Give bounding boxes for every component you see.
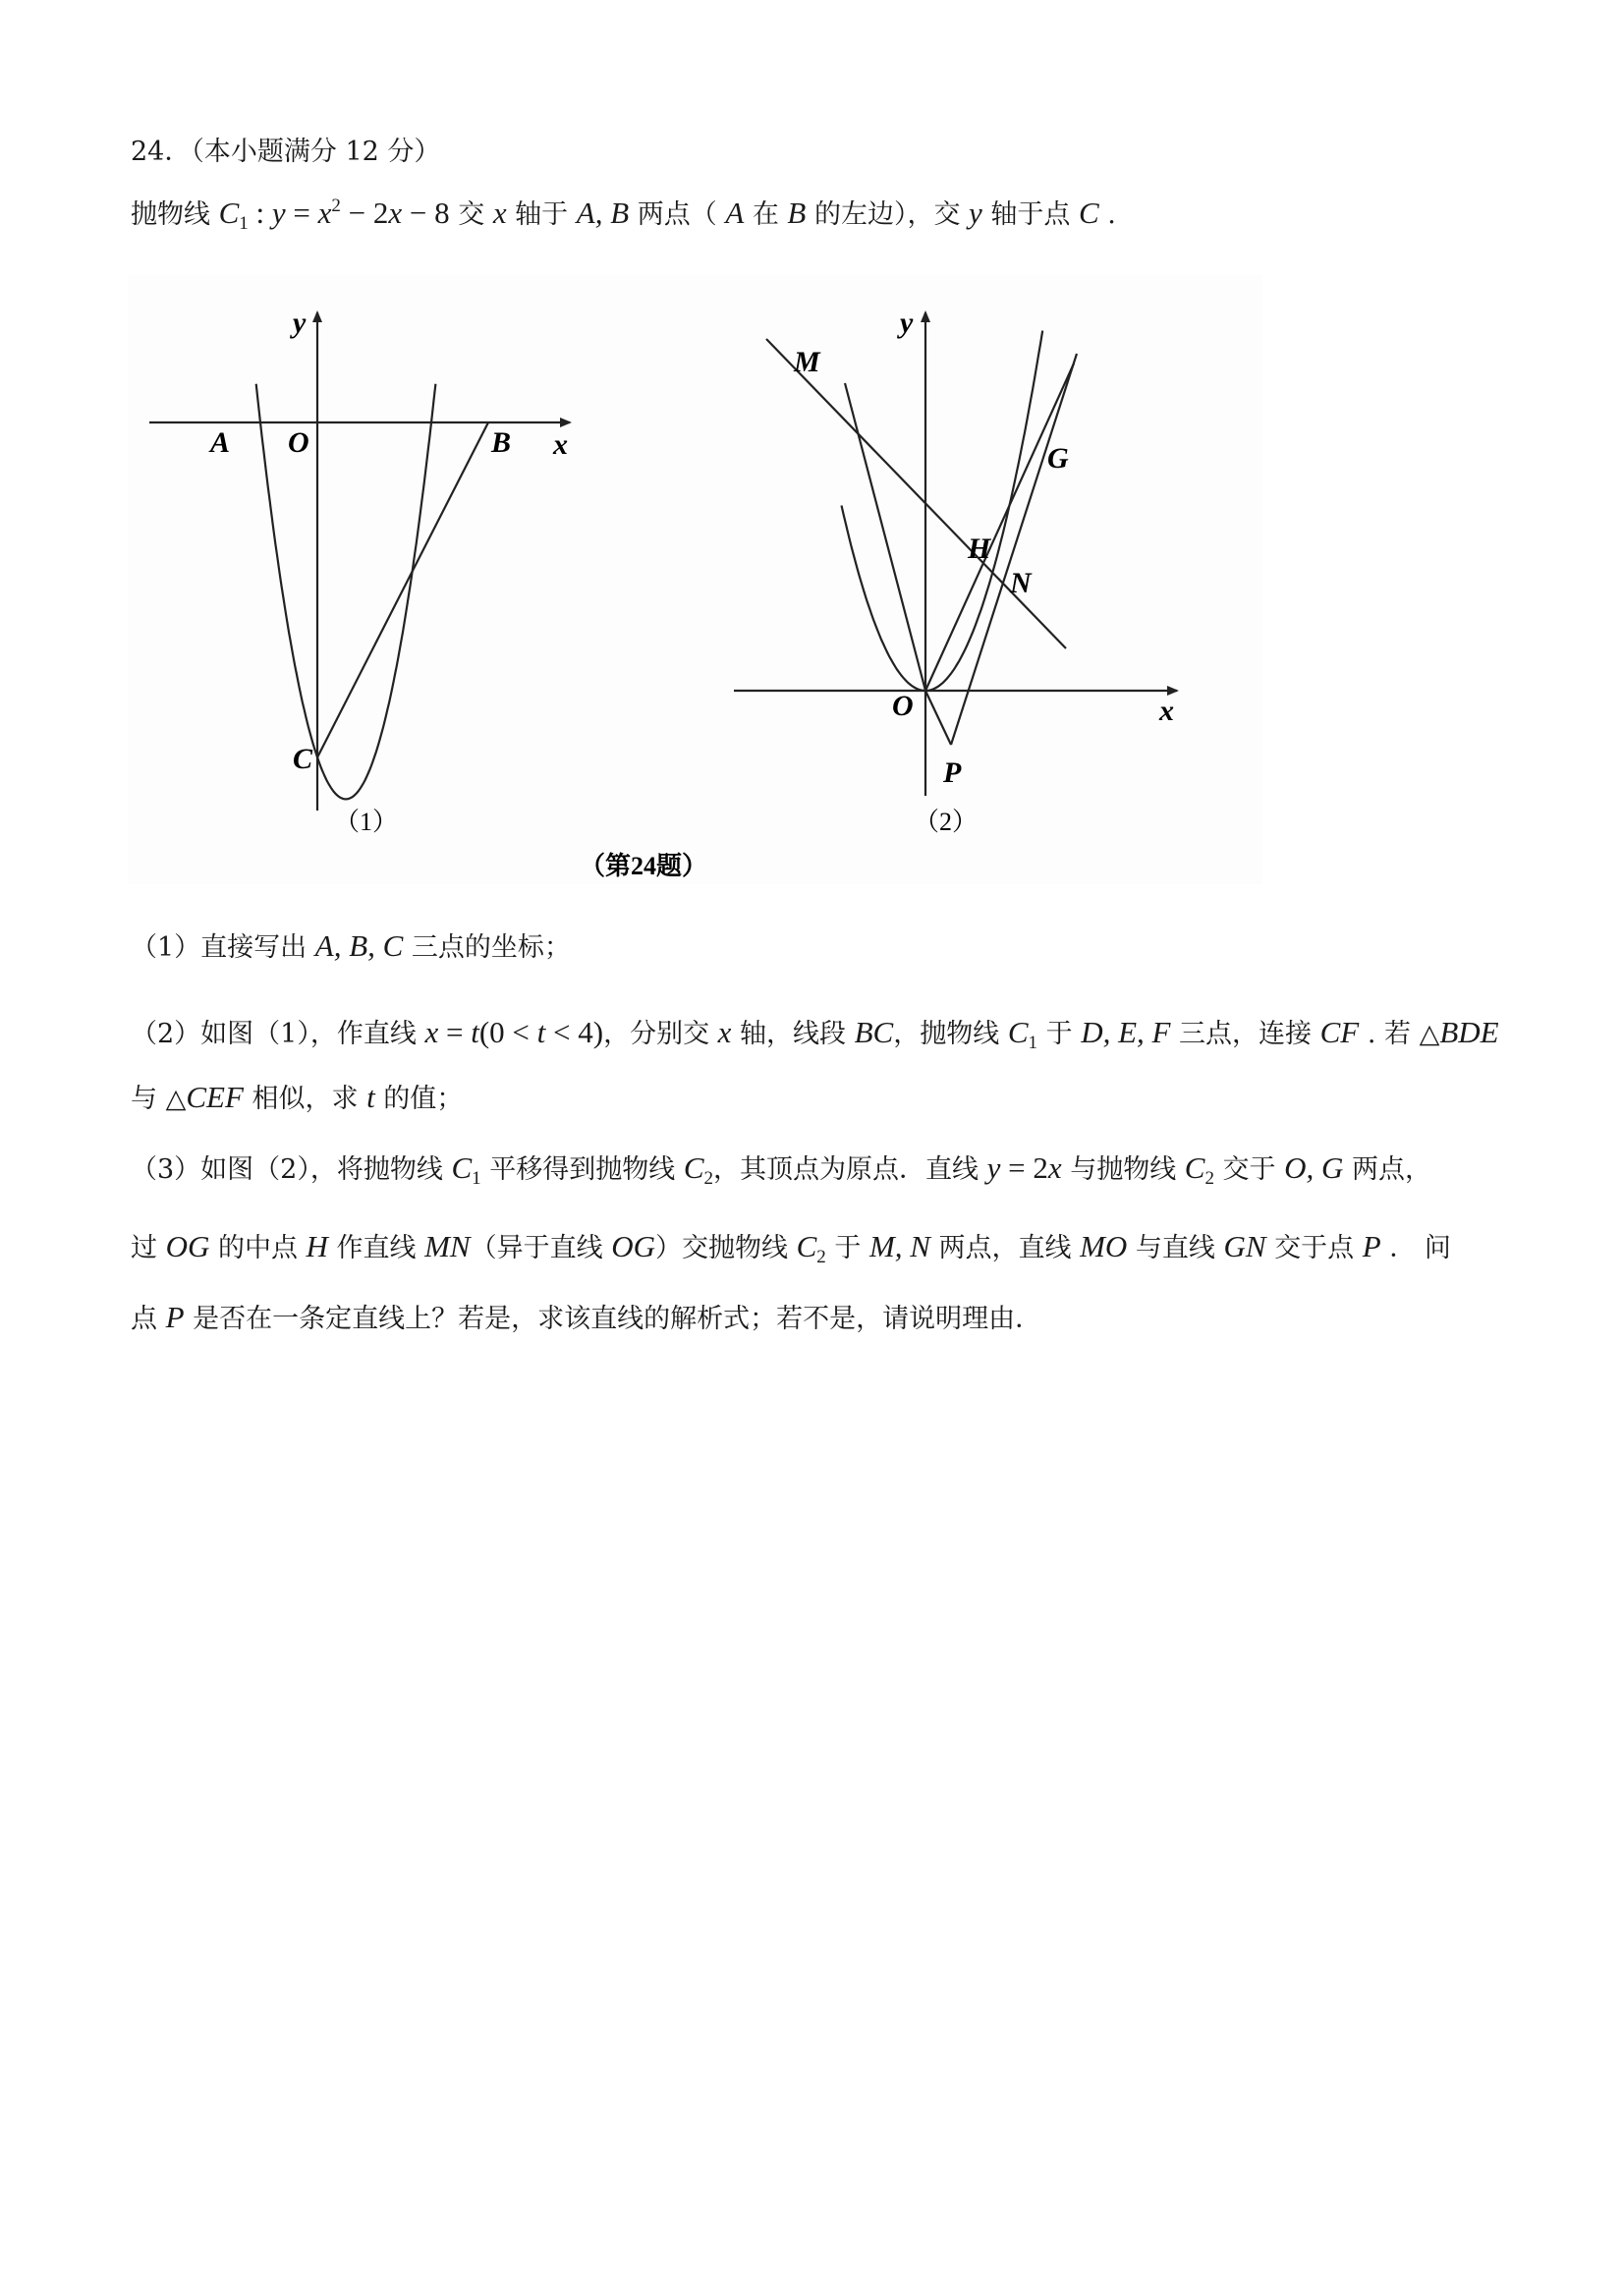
fig2-label-o: O [892, 690, 914, 722]
fig2-label-h: H [968, 532, 991, 565]
q2-text: . 若 △ [1359, 1019, 1440, 1049]
math-range: (0 < [478, 1015, 537, 1049]
problem-intro [131, 193, 1116, 235]
math-p: P [165, 1300, 185, 1334]
math-t: t [471, 1015, 479, 1049]
intro-text: 轴于点 [981, 199, 1079, 230]
q3-text: 点 [131, 1304, 166, 1334]
q1-text: 三点的坐标； [403, 932, 571, 963]
math-gn: GN [1223, 1229, 1266, 1263]
problem-header [131, 130, 440, 168]
math-term: − 2 [340, 196, 389, 230]
fig2-label-p: P [943, 756, 962, 789]
fig2-label-g: G [1047, 442, 1069, 475]
math-og: OG [611, 1229, 655, 1263]
math-cf: CF [1319, 1015, 1360, 1049]
math-x: x [492, 196, 507, 230]
q3-text: 交于 [1213, 1154, 1285, 1185]
math-equals: = [285, 196, 318, 230]
math-b: B [787, 196, 807, 230]
math-ab: A, B [576, 196, 630, 230]
q2-text: 轴，线段 [731, 1019, 855, 1049]
math-x: x [317, 196, 332, 230]
q3-text: ，其顶点为原点．直线 [713, 1154, 987, 1185]
q3-text: 与直线 [1127, 1233, 1224, 1263]
math-c1: C [218, 196, 240, 230]
q2-text: 相似，求 [243, 1084, 367, 1114]
math-og: O, G [1284, 1150, 1344, 1185]
q3-text: 两点，直线 [929, 1233, 1081, 1263]
fig2-label-x: x [1159, 695, 1174, 727]
fig1-label-c: C [293, 743, 313, 775]
fig1-label-b: B [491, 426, 512, 459]
q3-text: （异于直线 [470, 1233, 612, 1263]
figure-caption: （第24题） [580, 852, 708, 880]
math-cef: CEF [186, 1080, 244, 1114]
math-c: C [1078, 196, 1099, 230]
math-p: P [1362, 1229, 1381, 1263]
q3-text: 平移得到抛物线 [480, 1154, 684, 1185]
fig1-label-o: O [288, 426, 309, 459]
q3-text: 与抛物线 [1061, 1154, 1185, 1185]
q3-text: ． 问 [1380, 1233, 1451, 1263]
fig1-caption: （1） [334, 808, 399, 836]
math-sub: 1 [472, 1168, 481, 1189]
q3-text: 的中点 [209, 1233, 307, 1263]
math-x: x [424, 1015, 439, 1049]
fig2-label-y: y [900, 307, 914, 339]
q3-text: 作直线 [327, 1233, 425, 1263]
math-bc: BC [854, 1015, 894, 1049]
q1-text: （1）直接写出 [131, 932, 315, 963]
math-term: − 8 [402, 196, 450, 230]
q3-text: 于 [825, 1233, 869, 1263]
score-note: （本小题满分 12 分） [191, 137, 441, 167]
math-sub: 1 [1028, 1033, 1038, 1053]
question-2-line-1 [131, 1012, 1499, 1054]
math-og: OG [165, 1229, 210, 1263]
fig1-label-a: A [210, 426, 231, 459]
math-t: t [366, 1080, 375, 1114]
math-a: A [725, 196, 745, 230]
math-h: H [306, 1229, 328, 1263]
intro-text: 轴于 [506, 199, 577, 230]
intro-text: 在 [744, 199, 788, 230]
question-3-line-2 [131, 1226, 1451, 1268]
question-3-line-3 [131, 1297, 1041, 1335]
q3-text: 过 [131, 1233, 166, 1263]
math-mn: M, N [868, 1229, 930, 1263]
math-sub: 2 [816, 1247, 826, 1267]
math-sub: 1 [239, 213, 249, 234]
math-y: y [986, 1150, 1001, 1185]
intro-text: 抛物线 [131, 199, 219, 230]
math-c1: C [1007, 1015, 1029, 1049]
question-3-line-1 [131, 1148, 1431, 1190]
fig2-label-m: M [794, 346, 820, 378]
math-term: = 2 [1000, 1150, 1048, 1185]
math-c1: C [451, 1150, 473, 1185]
math-abc: A, B, C [314, 928, 404, 963]
math-sub: 2 [1204, 1168, 1214, 1189]
q2-text: （2）如图（1），作直线 [131, 1019, 425, 1049]
math-c2: C [796, 1229, 817, 1263]
intro-text: . [1098, 199, 1116, 230]
fig2-label-n: N [1010, 567, 1032, 599]
q3-text: ）交抛物线 [654, 1233, 797, 1263]
math-x: x [1047, 1150, 1062, 1185]
math-mn: MN [424, 1229, 471, 1263]
math-c2: C [683, 1150, 704, 1185]
math-sup: 2 [331, 196, 341, 216]
q3-text: 两点， [1343, 1154, 1432, 1185]
problem-figure [128, 275, 1262, 884]
math-sub: 2 [703, 1168, 713, 1189]
math-t: t [536, 1015, 546, 1049]
fig1-label-y: y [293, 307, 307, 339]
q2-text: 于 [1037, 1019, 1082, 1049]
math-y: y [271, 196, 286, 230]
q2-text: 与 △ [131, 1084, 187, 1114]
math-x: x [717, 1015, 732, 1049]
intro-text: 交 [449, 199, 493, 230]
q2-text: ，抛物线 [893, 1019, 1008, 1049]
intro-text: 的左边），交 [806, 199, 970, 230]
question-1 [131, 925, 571, 964]
math-colon: : [248, 196, 272, 230]
math-range: < 4) [545, 1015, 604, 1049]
math-x: x [388, 196, 403, 230]
problem-number: 24． [131, 137, 192, 167]
math-mo: MO [1080, 1229, 1128, 1263]
math-def: D, E, F [1081, 1015, 1171, 1049]
math-equals: = [438, 1015, 472, 1049]
fig2-caption: （2） [914, 808, 979, 836]
math-y: y [969, 196, 982, 230]
q2-text: 的值； [374, 1084, 464, 1114]
intro-text: 两点（ [629, 199, 726, 230]
question-2-line-2 [131, 1077, 463, 1115]
q3-text: （3）如图（2），将抛物线 [131, 1154, 452, 1185]
q2-text: ，分别交 [603, 1019, 718, 1049]
q3-text: 是否在一条定直线上？若是，求该直线的解析式；若不是，请说明理由． [184, 1304, 1042, 1334]
q3-text: 交于点 [1265, 1233, 1363, 1263]
math-bde: BDE [1439, 1015, 1499, 1049]
q2-text: 三点，连接 [1170, 1019, 1320, 1049]
fig1-label-x: x [553, 428, 568, 461]
math-c2: C [1184, 1150, 1205, 1185]
